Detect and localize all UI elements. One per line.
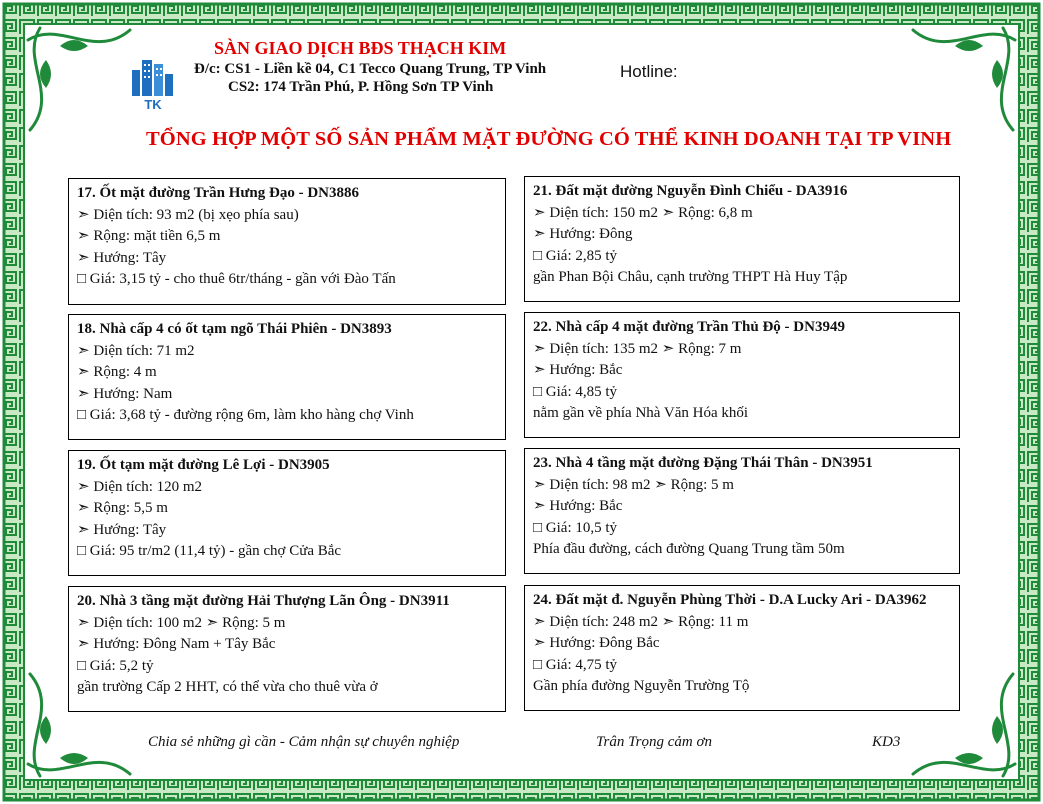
hotline-label: Hotline: — [620, 62, 678, 81]
listing-title: 23. Nhà 4 tầng mặt đường Đặng Thái Thân - DN3951 — [533, 455, 873, 471]
page-title: TỔNG HỢP MỘT SỐ SẢN PHẨM MẶT ĐƯỜNG CÓ THỂ KINH DOANH TẠI TP VINH — [146, 128, 952, 150]
listing-detail: □ Giá: 3,15 tỷ - cho thuê 6tr/tháng - gần với Đào Tấn — [77, 271, 396, 287]
company-address-2: CS2: 174 Trần Phú, P. Hồng Sơn TP Vinh — [228, 79, 494, 95]
listing-card-18 — [68, 314, 506, 440]
listing-detail: ➣ Diện tích: 150 m2 ➣ Rộng: 6,8 m — [533, 204, 753, 221]
listing-detail: ➣ Hướng: Đông — [533, 226, 633, 242]
listing-detail: ➣ Hướng: Tây — [77, 521, 167, 538]
company-address-1: Đ/c: CS1 - Liền kề 04, C1 Tecco Quang Trung, TP Vinh — [194, 61, 547, 77]
listing-detail: ➣ Hướng: Đông Bắc — [533, 635, 660, 651]
listing-title: 24. Đất mặt đ. Nguyễn Phùng Thời - D.A Lucky Ari - DA3962 — [533, 592, 927, 608]
listing-detail: ➣ Diện tích: 100 m2 ➣ Rộng: 5 m — [77, 614, 286, 631]
listing-detail: ➣ Hướng: Bắc — [533, 362, 623, 378]
listing-detail: Gần phía đường Nguyễn Trường Tộ — [533, 678, 750, 694]
listing-card-20 — [68, 586, 506, 712]
listing-detail: ➣ Hướng: Nam — [77, 385, 173, 402]
company-logo — [120, 56, 186, 112]
listing-card-23 — [524, 448, 960, 574]
listing-card-22 — [524, 312, 960, 438]
listing-detail: □ Giá: 95 tr/m2 (11,4 tỷ) - gần chợ Cửa Bắc — [77, 543, 342, 559]
listing-detail: ➣ Diện tích: 135 m2 ➣ Rộng: 7 m — [533, 340, 742, 357]
listing-detail: ➣ Hướng: Tây — [77, 249, 167, 266]
logo-text: TK — [144, 97, 162, 112]
listing-detail: □ Giá: 5,2 tỷ — [77, 657, 154, 674]
listing-title: 18. Nhà cấp 4 có ốt tạm ngõ Thái Phiên - DN3893 — [77, 321, 392, 337]
listing-card-17 — [68, 178, 506, 305]
listing-detail: ➣ Hướng: Đông Nam + Tây Bắc — [77, 636, 276, 652]
listing-detail: ➣ Diện tích: 120 m2 — [77, 478, 203, 495]
listing-detail: □ Giá: 4,85 tỷ — [533, 383, 618, 400]
listing-detail: ➣ Diện tích: 93 m2 (bị xẹo phía sau) — [77, 206, 299, 223]
listing-title: 22. Nhà cấp 4 mặt đường Trần Thủ Độ - DN3949 — [533, 319, 845, 335]
listing-detail: Phía đầu đường, cách đường Quang Trung tầm 50m — [533, 541, 845, 557]
listing-title: 19. Ốt tạm mặt đường Lê Lợi - DN3905 — [77, 457, 330, 473]
listing-card-24 — [524, 585, 960, 711]
listing-detail: □ Giá: 3,68 tỷ - đường rộng 6m, làm kho hàng chợ Vinh — [77, 407, 414, 423]
listing-detail: ➣ Rộng: 5,5 m — [77, 500, 168, 516]
listing-detail: gần trường Cấp 2 HHT, có thể vừa cho thuê vừa ở — [77, 679, 378, 695]
footer-code: KD3 — [872, 734, 901, 750]
listing-card-21 — [524, 176, 960, 302]
listing-detail: ➣ Rộng: 4 m — [77, 364, 157, 380]
listing-title: 17. Ốt mặt đường Trần Hưng Đạo - DN3886 — [77, 185, 360, 201]
listing-detail: □ Giá: 2,85 tỷ — [533, 247, 618, 264]
company-name: SÀN GIAO DỊCH BĐS THẠCH KIM — [214, 38, 507, 58]
footer-thanks: Trân Trọng cảm ơn — [596, 734, 712, 750]
listing-title: 21. Đất mặt đường Nguyễn Đình Chiểu - DA3916 — [533, 183, 848, 199]
listing-detail: ➣ Rộng: mặt tiền 6,5 m — [77, 228, 221, 244]
listing-detail: nằm gần về phía Nhà Văn Hóa khối — [533, 405, 749, 421]
listing-detail: □ Giá: 4,75 tỷ — [533, 656, 618, 673]
listing-card-19 — [68, 450, 506, 576]
listing-detail: ➣ Diện tích: 71 m2 — [77, 342, 195, 359]
listing-detail: ➣ Hướng: Bắc — [533, 498, 623, 514]
listing-title: 20. Nhà 3 tầng mặt đường Hải Thượng Lãn Ông - DN3911 — [77, 593, 450, 609]
footer-slogan: Chia sẻ những gì cần - Cảm nhận sự chuyên nghiệp — [148, 734, 460, 750]
listing-detail: gần Phan Bội Châu, cạnh trường THPT Hà Huy Tập — [533, 269, 848, 285]
listing-detail: □ Giá: 10,5 tỷ — [533, 519, 618, 536]
listing-detail: ➣ Diện tích: 98 m2 ➣ Rộng: 5 m — [533, 476, 734, 493]
listing-detail: ➣ Diện tích: 248 m2 ➣ Rộng: 11 m — [533, 613, 749, 630]
